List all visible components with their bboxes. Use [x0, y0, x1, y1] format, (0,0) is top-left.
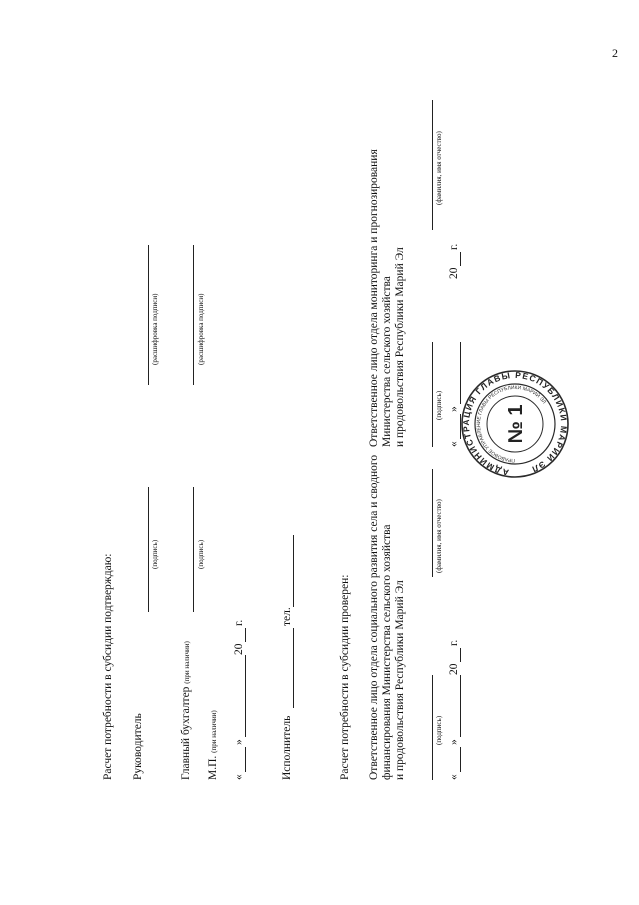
checked-left-signature-caption: (подпись)	[435, 715, 443, 745]
checked-right-line-2: Министерства сельского хозяйства	[381, 276, 393, 447]
checked-right-signature-line[interactable]	[432, 342, 433, 447]
checked-left-day-line[interactable]	[460, 747, 461, 772]
head-signature-caption: (подпись)	[151, 539, 159, 569]
confirm-year-suffix: г.	[233, 619, 245, 626]
phone-line[interactable]	[293, 535, 294, 607]
checked-right-fio-line[interactable]	[432, 100, 433, 230]
checked-left-fio-caption: (фамилия, имя отчество)	[435, 499, 443, 573]
seal-if-any: (при наличии)	[210, 710, 218, 753]
checked-right-signature-caption: (подпись)	[435, 390, 443, 420]
checked-right-line-1: Ответственное лицо отдела мониторинга и прогнозирования	[368, 149, 380, 447]
chief-decode-caption: (расшифровка подписи)	[197, 293, 205, 365]
head-signature-line[interactable]	[148, 487, 149, 612]
confirm-date-close: »	[233, 739, 245, 745]
checked-left-date-open: «	[448, 774, 460, 780]
stamp-outer-text: АДМИНИСТРАЦИЯ ГЛАВЫ РЕСПУБЛИКИ МАРИЙ ЭЛ	[460, 369, 570, 478]
checked-left-year-prefix: 20	[448, 663, 460, 675]
phone-label: тел.	[281, 607, 293, 626]
checked-right-year-prefix: 20	[448, 267, 460, 279]
chief-signature-line[interactable]	[193, 487, 194, 612]
checked-right-line-3: и продовольствия Республики Марий Эл	[394, 247, 406, 447]
checked-left-line-1: Ответственное лицо отдела социального развития села и сводного	[368, 454, 380, 780]
seal-label: М.П. (при наличии)	[207, 710, 219, 780]
confirm-year-prefix: 20	[233, 643, 245, 655]
head-decode-line[interactable]	[148, 245, 149, 385]
chief-if-any: (при наличии)	[183, 641, 191, 684]
official-stamp	[460, 369, 570, 479]
confirm-date-open: «	[233, 774, 245, 780]
checked-left-month-line[interactable]	[460, 675, 461, 737]
executor-line[interactable]	[293, 628, 294, 708]
page-number: 2	[612, 46, 618, 60]
checked-heading: Расчет потребности в субсидии проверен:	[339, 574, 351, 780]
stamp-number: № 1	[505, 404, 527, 444]
confirm-month-line[interactable]	[245, 655, 246, 737]
checked-right-fio-caption: (фамилия, имя отчество)	[435, 131, 443, 205]
chief-decode-line[interactable]	[193, 245, 194, 385]
checked-right-year-line[interactable]	[460, 252, 461, 266]
confirm-day-line[interactable]	[245, 747, 246, 772]
checked-right-date-close: »	[448, 406, 460, 412]
checked-left-year-suffix: г.	[448, 639, 460, 646]
checked-left-line-2: финансирования Министерства сельского хозяйства	[381, 524, 393, 780]
confirm-heading: Расчет потребности в субсидии подтверждаю:	[102, 553, 114, 780]
checked-right-date-open: «	[448, 441, 460, 447]
confirm-year-line[interactable]	[245, 628, 246, 642]
head-decode-caption: (расшифровка подписи)	[151, 293, 159, 365]
executor-label: Исполнитель	[281, 715, 293, 780]
checked-left-date-close: »	[448, 739, 460, 745]
stamp-inner-text: ПРАВОВОЕ УПРАВЛЕНИЕ ГЛАВЫ РЕСПУБЛИКИ МАРИЙ ЭЛ	[475, 384, 547, 464]
checked-left-line-3: и продовольствия Республики Марий Эл	[394, 580, 406, 780]
head-label: Руководитель	[132, 713, 144, 780]
checked-left-year-line[interactable]	[460, 648, 461, 662]
chief-signature-caption: (подпись)	[197, 539, 205, 569]
chief-accountant-label: Главный бухгалтер (при наличии)	[180, 641, 192, 780]
checked-left-signature-line[interactable]	[432, 675, 433, 780]
checked-right-year-suffix: г.	[448, 243, 460, 250]
checked-left-fio-line[interactable]	[432, 469, 433, 577]
